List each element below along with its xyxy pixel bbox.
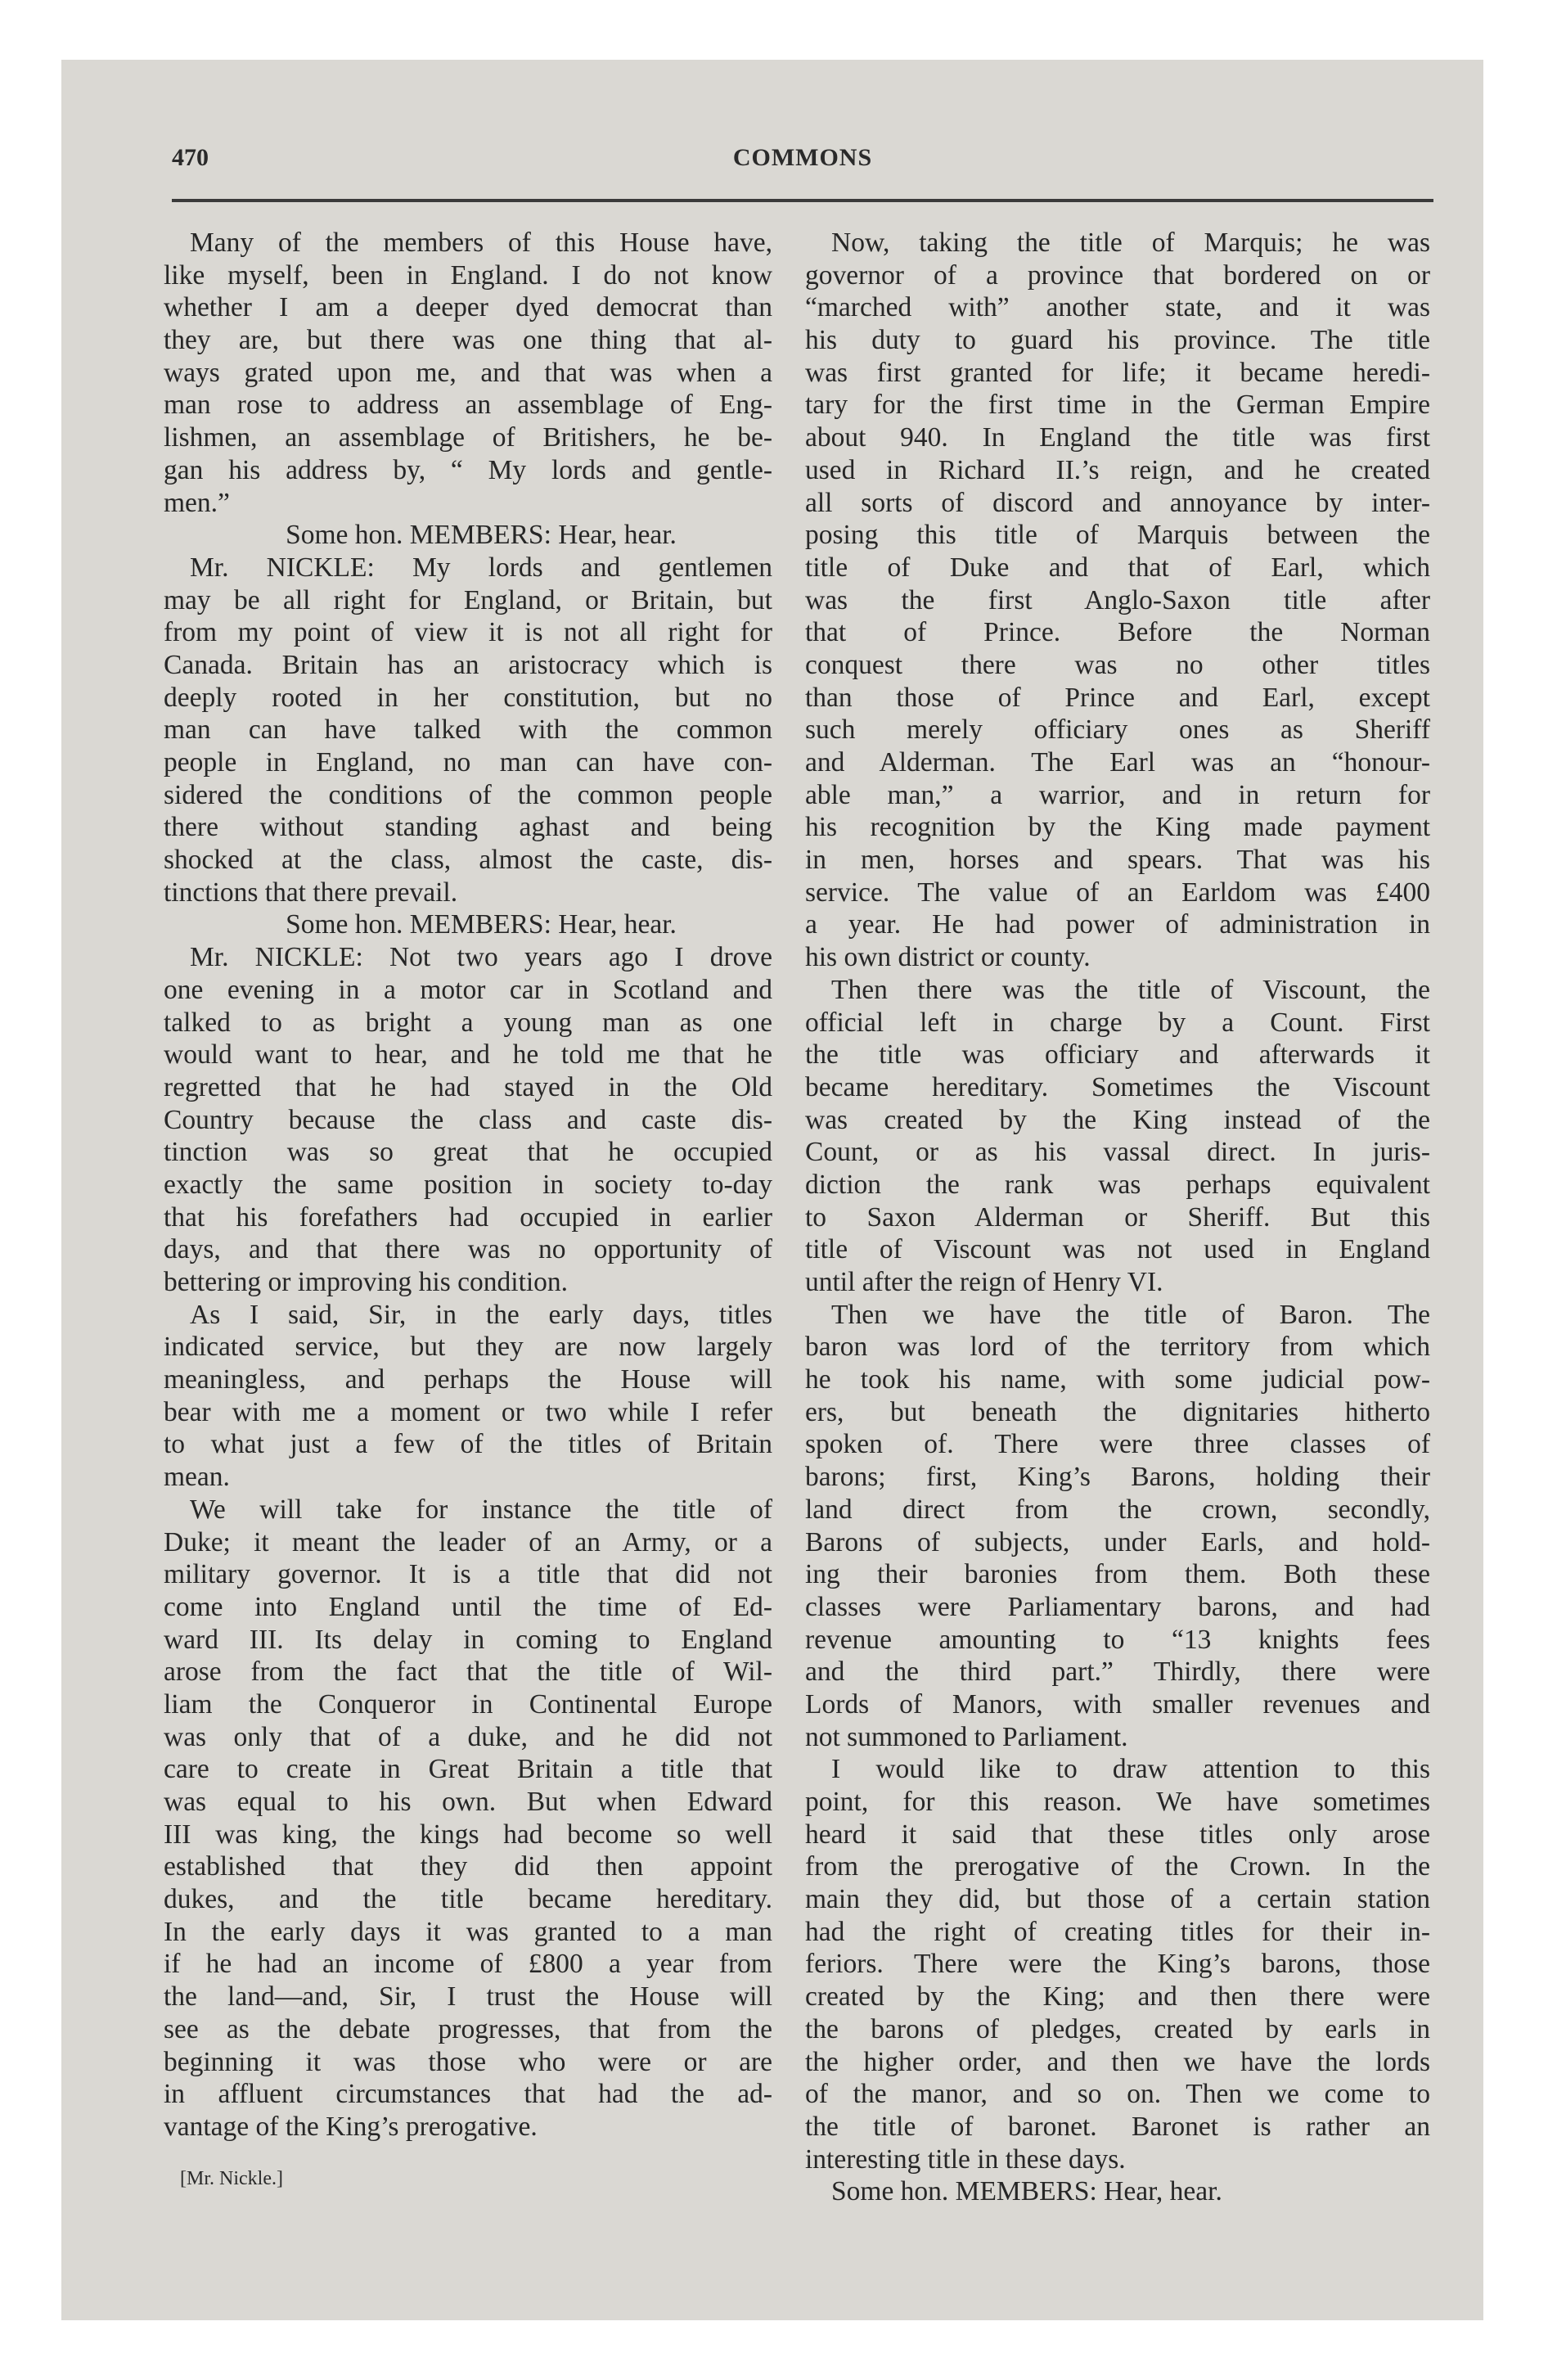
text-line: was first granted for life; it became heredi- (805, 357, 1430, 388)
text-line: deeply rooted in her constitution, but no (164, 682, 772, 713)
text-line: mean. (164, 1462, 230, 1493)
text-line: was equal to his own. But when Edward (164, 1787, 772, 1817)
text-line: that his forefathers had occupied in earlier (164, 1201, 772, 1233)
text-line: about 940. In England the title was first (805, 422, 1430, 453)
text-line: title of Duke and that of Earl, which (805, 552, 1430, 583)
text-line: in men, horses and spears. That was his (805, 845, 1430, 876)
text-line: As I said, Sir, in the early days, titles (190, 1299, 772, 1330)
text-line: Barons of subjects, under Earls, and hold- (805, 1526, 1430, 1557)
text-line: was created by the King instead of the (805, 1104, 1430, 1135)
speaker-tag: [Mr. Nickle.] (180, 2168, 283, 2189)
text-line: ways grated upon me, and that was when a (164, 357, 772, 388)
text-line: that of Prince. Before the Norman (805, 617, 1430, 648)
text-line: Then we have the title of Baron. The (831, 1299, 1430, 1330)
text-line: to Saxon Alderman or Sheriff. But this (805, 1201, 1430, 1233)
text-line: the title was officiary and afterwards it (805, 1039, 1430, 1071)
text-line: people in England, no man can have con- (164, 747, 772, 778)
text-line: a year. He had power of administration in (805, 909, 1430, 940)
text-line: exactly the same position in society to-day (164, 1169, 772, 1200)
text-line: one evening in a motor car in Scotland and (164, 974, 772, 1005)
text-line: Some hon. MEMBERS: Hear, hear. (286, 520, 677, 551)
text-line: Canada. Britain has an aristocracy which is (164, 649, 772, 680)
text-line: all sorts of discord and annoyance by inter- (805, 487, 1430, 518)
text-line: if he had an income of £800 a year from (164, 1949, 772, 1980)
text-line: Lords of Manors, with smaller revenues and (805, 1688, 1430, 1720)
text-line: and the third part.” Thirdly, there were (805, 1657, 1430, 1688)
text-line: posing this title of Marquis between the (805, 520, 1430, 551)
text-line: Duke; it meant the leader of an Army, or a (164, 1526, 772, 1557)
right-column (805, 227, 1430, 2208)
text-line: his own district or county. (805, 942, 1091, 973)
text-line: used in Richard II.’s reign, and he created (805, 454, 1430, 485)
text-line: they are, but there was one thing that al- (164, 325, 772, 356)
text-line: men.” (164, 487, 230, 518)
text-line: indicated service, but they are now largely (164, 1332, 772, 1363)
text-line: was the first Anglo-Saxon title after (805, 584, 1430, 615)
text-line: may be all right for England, or Britain, but (164, 584, 772, 615)
text-line: bettering or improving his condition. (164, 1267, 569, 1297)
text-line: see as the debate progresses, that from the (164, 2013, 772, 2044)
text-line: Some hon. MEMBERS: Hear, hear. (831, 2176, 1222, 2207)
text-line: barons; first, King’s Barons, holding their (805, 1462, 1430, 1493)
text-line: care to create in Great Britain a title that (164, 1754, 772, 1785)
text-line: Mr. NICKLE: My lords and gentlemen (190, 552, 772, 583)
text-line: shocked at the class, almost the caste, dis- (164, 845, 772, 876)
running-head: COMMONS (732, 144, 873, 171)
text-line: had the right of creating titles for their in- (805, 1916, 1430, 1947)
text-line: dukes, and the title became hereditary. (164, 1884, 772, 1915)
text-line: and Alderman. The Earl was an “honour- (805, 747, 1430, 778)
text-line: talked to as bright a young man as one (164, 1007, 772, 1038)
text-line: the higher order, and then we have the lords (805, 2046, 1430, 2077)
text-line: baron was lord of the territory from which (805, 1332, 1430, 1363)
text-line: official left in charge by a Count. First (805, 1007, 1430, 1038)
text-line: was only that of a duke, and he did not (164, 1721, 772, 1752)
text-line: there without standing aghast and being (164, 812, 772, 843)
text-line: from the prerogative of the Crown. In the (805, 1851, 1430, 1882)
text-line: conquest there was no other titles (805, 649, 1430, 680)
text-line: his duty to guard his province. The title (805, 325, 1430, 356)
text-line: classes were Parliamentary barons, and had (805, 1591, 1430, 1622)
text-line: point, for this reason. We have sometimes (805, 1787, 1430, 1817)
text-line: his recognition by the King made payment (805, 812, 1430, 843)
page-number: 470 (172, 144, 209, 171)
text-line: tinctions that there prevail. (164, 877, 458, 908)
text-line: man can have talked with the common (164, 714, 772, 746)
text-line: man rose to address an assemblage of Eng- (164, 390, 772, 421)
text-line: ing their baronies from them. Both these (805, 1559, 1430, 1590)
text-line: Mr. NICKLE: Not two years ago I drove (190, 942, 772, 973)
text-line: military governor. It is a title that did not (164, 1559, 772, 1590)
text-line: created by the King; and then there were (805, 1981, 1430, 2013)
text-line: spoken of. There were three classes of (805, 1429, 1430, 1460)
text-line: than those of Prince and Earl, except (805, 682, 1430, 713)
text-line: ers, but beneath the dignitaries hitherto (805, 1396, 1430, 1427)
text-line: vantage of the King’s prerogative. (164, 2111, 538, 2142)
left-column (164, 227, 772, 2143)
text-line: Count, or as his vassal direct. In juris- (805, 1137, 1430, 1168)
text-line: such merely officiary ones as Sheriff (805, 714, 1430, 746)
text-line: in affluent circumstances that had the ad- (164, 2079, 772, 2110)
text-line: Some hon. MEMBERS: Hear, hear. (286, 909, 677, 940)
text-line: We will take for instance the title of (190, 1494, 772, 1525)
text-line: like myself, been in England. I do not know (164, 259, 772, 291)
text-line: Then there was the title of Viscount, the (831, 974, 1430, 1005)
text-line: ward III. Its delay in coming to England (164, 1624, 772, 1655)
text-line: governor of a province that bordered on or (805, 259, 1430, 291)
text-line: feriors. There were the King’s barons, those (805, 1949, 1430, 1980)
text-line: able man,” a warrior, and in return for (805, 779, 1430, 810)
text-line: tinction was so great that he occupied (164, 1137, 772, 1168)
text-line: he took his name, with some judicial pow- (805, 1364, 1430, 1395)
text-line: would want to hear, and he told me that he (164, 1039, 772, 1071)
text-line: the barons of pledges, created by earls in (805, 2013, 1430, 2044)
text-line: the title of baronet. Baronet is rather an (805, 2111, 1430, 2142)
text-line: Many of the members of this House have, (190, 228, 772, 258)
page-header (172, 144, 1433, 182)
text-line: title of Viscount was not used in England (805, 1234, 1430, 1265)
text-line: bear with me a moment or two while I refer (164, 1396, 772, 1427)
text-line: from my point of view it is not all right for (164, 617, 772, 648)
text-line: main they did, but those of a certain station (805, 1884, 1430, 1915)
text-line: lishmen, an assemblage of Britishers, he be- (164, 422, 772, 453)
text-line: of the manor, and so on. Then we come to (805, 2079, 1430, 2110)
text-line: sidered the conditions of the common people (164, 779, 772, 810)
text-line: In the early days it was granted to a man (164, 1916, 772, 1947)
text-line: tary for the first time in the German Empire (805, 390, 1430, 421)
text-line: III was king, the kings had become so well (164, 1819, 772, 1850)
text-line: gan his address by, “ My lords and gentle- (164, 454, 772, 485)
text-line: service. The value of an Earldom was £400 (805, 877, 1430, 908)
text-line: the land—and, Sir, I trust the House will (164, 1981, 772, 2013)
text-line: liam the Conqueror in Continental Europe (164, 1688, 772, 1720)
header-rule (172, 199, 1433, 202)
text-line: revenue amounting to “13 knights fees (805, 1624, 1430, 1655)
text-line: diction the rank was perhaps equivalent (805, 1169, 1430, 1200)
text-line: days, and that there was no opportunity of (164, 1234, 772, 1265)
text-line: Country because the class and caste dis- (164, 1104, 772, 1135)
text-line: come into England until the time of Ed- (164, 1591, 772, 1622)
text-line: interesting title in these days. (805, 2143, 1126, 2175)
text-line: whether I am a deeper dyed democrat than (164, 292, 772, 323)
text-line: to what just a few of the titles of Britain (164, 1429, 772, 1460)
text-line: “marched with” another state, and it was (805, 292, 1430, 323)
text-line: became hereditary. Sometimes the Viscount (805, 1071, 1430, 1102)
text-line: until after the reign of Henry VI. (805, 1267, 1163, 1297)
text-line: land direct from the crown, secondly, (805, 1494, 1430, 1525)
text-line: meaningless, and perhaps the House will (164, 1364, 772, 1395)
text-line: established that they did then appoint (164, 1851, 772, 1882)
text-line: I would like to draw attention to this (831, 1754, 1430, 1785)
text-line: Now, taking the title of Marquis; he was (831, 228, 1430, 258)
text-line: beginning it was those who were or are (164, 2046, 772, 2077)
text-line: regretted that he had stayed in the Old (164, 1071, 772, 1102)
text-line: not summoned to Parliament. (805, 1721, 1128, 1752)
text-line: arose from the fact that the title of Wil- (164, 1657, 772, 1688)
text-line: heard it said that these titles only arose (805, 1819, 1430, 1850)
